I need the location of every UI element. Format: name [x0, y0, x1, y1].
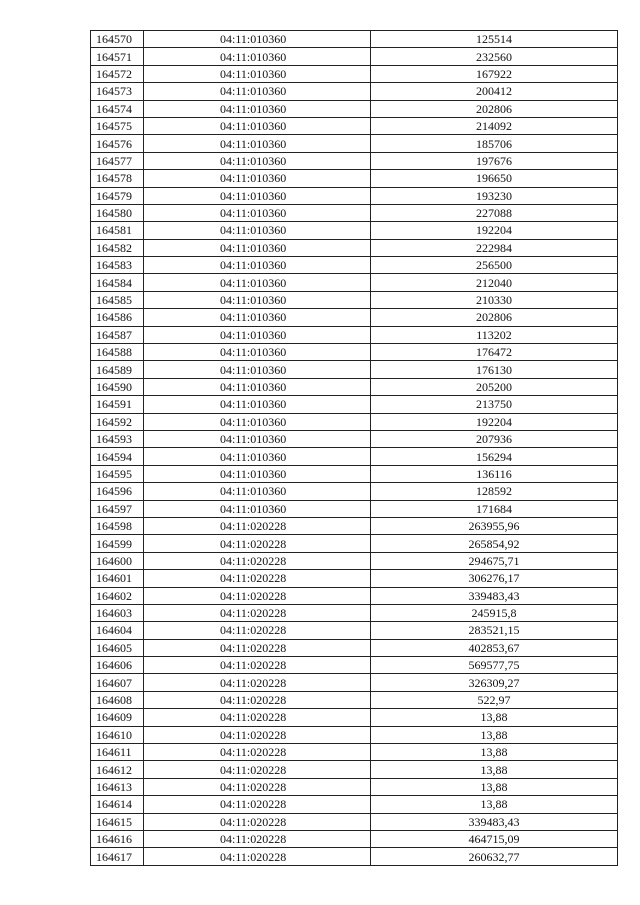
- row-id-cell: 164610: [91, 726, 144, 743]
- value-cell: 136116: [371, 465, 618, 482]
- table-row: [91, 848, 618, 865]
- table-row: [91, 517, 618, 534]
- cadastral-code-cell: 04:11:010360: [144, 430, 371, 447]
- table-row: [91, 65, 618, 82]
- value-cell: 326309,27: [371, 674, 618, 691]
- table-row: [91, 657, 618, 674]
- value-cell: 212040: [371, 274, 618, 291]
- cadastral-code-cell: 04:11:010360: [144, 344, 371, 361]
- row-id-cell: 164596: [91, 483, 144, 500]
- cadastral-code-cell: 04:11:010360: [144, 48, 371, 65]
- value-cell: 522,97: [371, 691, 618, 708]
- cadastral-code-cell: 04:11:010360: [144, 274, 371, 291]
- cadastral-code-cell: 04:11:010360: [144, 152, 371, 169]
- table-row: [91, 187, 618, 204]
- cadastral-code-cell: 04:11:020228: [144, 604, 371, 621]
- value-cell: 213750: [371, 396, 618, 413]
- row-id-cell: 164617: [91, 848, 144, 865]
- cadastral-code-cell: 04:11:020228: [144, 691, 371, 708]
- table-row: [91, 535, 618, 552]
- value-cell: 167922: [371, 65, 618, 82]
- value-cell: 260632,77: [371, 848, 618, 865]
- row-id-cell: 164578: [91, 170, 144, 187]
- cadastral-code-cell: 04:11:020228: [144, 639, 371, 656]
- table-row: [91, 500, 618, 517]
- table-row: [91, 778, 618, 795]
- value-cell: 263955,96: [371, 517, 618, 534]
- table-row: [91, 430, 618, 447]
- table-row: [91, 361, 618, 378]
- value-cell: 256500: [371, 257, 618, 274]
- table-row: [91, 761, 618, 778]
- row-id-cell: 164574: [91, 100, 144, 117]
- cadastral-value-table: [90, 30, 618, 866]
- row-id-cell: 164609: [91, 709, 144, 726]
- table-row: [91, 117, 618, 134]
- table-row: [91, 726, 618, 743]
- row-id-cell: 164601: [91, 570, 144, 587]
- cadastral-code-cell: 04:11:010360: [144, 396, 371, 413]
- cadastral-code-cell: 04:11:010360: [144, 448, 371, 465]
- table-row: [91, 152, 618, 169]
- cadastral-code-cell: 04:11:010360: [144, 361, 371, 378]
- table-row: [91, 274, 618, 291]
- row-id-cell: 164594: [91, 448, 144, 465]
- table-row: [91, 587, 618, 604]
- cadastral-code-cell: 04:11:020228: [144, 796, 371, 813]
- value-cell: 402853,67: [371, 639, 618, 656]
- cadastral-code-cell: 04:11:010360: [144, 500, 371, 517]
- row-id-cell: 164611: [91, 744, 144, 761]
- table-row: [91, 674, 618, 691]
- row-id-cell: 164613: [91, 778, 144, 795]
- row-id-cell: 164593: [91, 430, 144, 447]
- cadastral-code-cell: 04:11:010360: [144, 326, 371, 343]
- table-row: [91, 639, 618, 656]
- row-id-cell: 164584: [91, 274, 144, 291]
- table-row: [91, 604, 618, 621]
- row-id-cell: 164591: [91, 396, 144, 413]
- table-row: [91, 83, 618, 100]
- row-id-cell: 164616: [91, 830, 144, 847]
- cadastral-code-cell: 04:11:020228: [144, 587, 371, 604]
- cadastral-code-cell: 04:11:020228: [144, 709, 371, 726]
- table-row: [91, 622, 618, 639]
- value-cell: 125514: [371, 31, 618, 48]
- cadastral-code-cell: 04:11:020228: [144, 674, 371, 691]
- table-row: [91, 552, 618, 569]
- row-id-cell: 164608: [91, 691, 144, 708]
- cadastral-code-cell: 04:11:010360: [144, 291, 371, 308]
- value-cell: 128592: [371, 483, 618, 500]
- table-row: [91, 570, 618, 587]
- row-id-cell: 164588: [91, 344, 144, 361]
- row-id-cell: 164581: [91, 222, 144, 239]
- value-cell: 464715,09: [371, 830, 618, 847]
- cadastral-code-cell: 04:11:020228: [144, 813, 371, 830]
- row-id-cell: 164589: [91, 361, 144, 378]
- cadastral-code-cell: 04:11:010360: [144, 117, 371, 134]
- value-cell: 339483,43: [371, 587, 618, 604]
- value-cell: 569577,75: [371, 657, 618, 674]
- row-id-cell: 164579: [91, 187, 144, 204]
- value-cell: 196650: [371, 170, 618, 187]
- cadastral-code-cell: 04:11:020228: [144, 848, 371, 865]
- row-id-cell: 164592: [91, 413, 144, 430]
- value-cell: 202806: [371, 100, 618, 117]
- table-row: [91, 222, 618, 239]
- value-cell: 192204: [371, 413, 618, 430]
- table-row: [91, 830, 618, 847]
- cadastral-code-cell: 04:11:020228: [144, 622, 371, 639]
- value-cell: 306276,17: [371, 570, 618, 587]
- cadastral-code-cell: 04:11:020228: [144, 726, 371, 743]
- cadastral-code-cell: 04:11:020228: [144, 517, 371, 534]
- table-row: [91, 170, 618, 187]
- value-cell: 339483,43: [371, 813, 618, 830]
- cadastral-code-cell: 04:11:010360: [144, 187, 371, 204]
- value-cell: 192204: [371, 222, 618, 239]
- table-row: [91, 257, 618, 274]
- row-id-cell: 164582: [91, 239, 144, 256]
- value-cell: 13,88: [371, 796, 618, 813]
- table-row: [91, 31, 618, 48]
- table-row: [91, 413, 618, 430]
- value-cell: 13,88: [371, 709, 618, 726]
- value-cell: 265854,92: [371, 535, 618, 552]
- row-id-cell: 164614: [91, 796, 144, 813]
- table-row: [91, 483, 618, 500]
- value-cell: 210330: [371, 291, 618, 308]
- cadastral-code-cell: 04:11:010360: [144, 204, 371, 221]
- table-row: [91, 344, 618, 361]
- cadastral-code-cell: 04:11:020228: [144, 552, 371, 569]
- table-row: [91, 204, 618, 221]
- table-row: [91, 813, 618, 830]
- row-id-cell: 164595: [91, 465, 144, 482]
- table-row: [91, 744, 618, 761]
- table-row: [91, 239, 618, 256]
- value-cell: 13,88: [371, 726, 618, 743]
- table-row: [91, 396, 618, 413]
- cadastral-code-cell: 04:11:020228: [144, 761, 371, 778]
- row-id-cell: 164612: [91, 761, 144, 778]
- table-row: [91, 326, 618, 343]
- table-row: [91, 100, 618, 117]
- cadastral-code-cell: 04:11:010360: [144, 413, 371, 430]
- row-id-cell: 164606: [91, 657, 144, 674]
- cadastral-code-cell: 04:11:010360: [144, 65, 371, 82]
- row-id-cell: 164576: [91, 135, 144, 152]
- value-cell: 214092: [371, 117, 618, 134]
- row-id-cell: 164605: [91, 639, 144, 656]
- row-id-cell: 164590: [91, 378, 144, 395]
- value-cell: 207936: [371, 430, 618, 447]
- cadastral-code-cell: 04:11:010360: [144, 465, 371, 482]
- value-cell: 13,88: [371, 778, 618, 795]
- cadastral-code-cell: 04:11:010360: [144, 135, 371, 152]
- value-cell: 176130: [371, 361, 618, 378]
- row-id-cell: 164615: [91, 813, 144, 830]
- value-cell: 13,88: [371, 761, 618, 778]
- value-cell: 232560: [371, 48, 618, 65]
- cadastral-code-cell: 04:11:010360: [144, 378, 371, 395]
- cadastral-code-cell: 04:11:020228: [144, 657, 371, 674]
- value-cell: 197676: [371, 152, 618, 169]
- row-id-cell: 164575: [91, 117, 144, 134]
- row-id-cell: 164602: [91, 587, 144, 604]
- value-cell: 202806: [371, 309, 618, 326]
- row-id-cell: 164599: [91, 535, 144, 552]
- cadastral-code-cell: 04:11:010360: [144, 257, 371, 274]
- row-id-cell: 164585: [91, 291, 144, 308]
- cadastral-code-cell: 04:11:020228: [144, 744, 371, 761]
- cadastral-code-cell: 04:11:010360: [144, 239, 371, 256]
- value-cell: 200412: [371, 83, 618, 100]
- row-id-cell: 164603: [91, 604, 144, 621]
- row-id-cell: 164573: [91, 83, 144, 100]
- row-id-cell: 164577: [91, 152, 144, 169]
- row-id-cell: 164600: [91, 552, 144, 569]
- value-cell: 176472: [371, 344, 618, 361]
- row-id-cell: 164570: [91, 31, 144, 48]
- table-body: [91, 31, 618, 866]
- value-cell: 245915,8: [371, 604, 618, 621]
- value-cell: 205200: [371, 378, 618, 395]
- row-id-cell: 164607: [91, 674, 144, 691]
- cadastral-code-cell: 04:11:020228: [144, 535, 371, 552]
- value-cell: 13,88: [371, 744, 618, 761]
- value-cell: 283521,15: [371, 622, 618, 639]
- table-row: [91, 309, 618, 326]
- cadastral-code-cell: 04:11:010360: [144, 222, 371, 239]
- table-row: [91, 378, 618, 395]
- value-cell: 294675,71: [371, 552, 618, 569]
- table-row: [91, 709, 618, 726]
- cadastral-code-cell: 04:11:010360: [144, 31, 371, 48]
- table-row: [91, 465, 618, 482]
- row-id-cell: 164598: [91, 517, 144, 534]
- row-id-cell: 164597: [91, 500, 144, 517]
- table-row: [91, 291, 618, 308]
- table-row: [91, 691, 618, 708]
- row-id-cell: 164571: [91, 48, 144, 65]
- cadastral-code-cell: 04:11:020228: [144, 778, 371, 795]
- row-id-cell: 164580: [91, 204, 144, 221]
- value-cell: 156294: [371, 448, 618, 465]
- value-cell: 113202: [371, 326, 618, 343]
- value-cell: 222984: [371, 239, 618, 256]
- cadastral-code-cell: 04:11:010360: [144, 100, 371, 117]
- value-cell: 185706: [371, 135, 618, 152]
- cadastral-code-cell: 04:11:010360: [144, 170, 371, 187]
- value-cell: 171684: [371, 500, 618, 517]
- table-row: [91, 48, 618, 65]
- table-row: [91, 448, 618, 465]
- cadastral-code-cell: 04:11:020228: [144, 830, 371, 847]
- cadastral-code-cell: 04:11:020228: [144, 570, 371, 587]
- table-row: [91, 135, 618, 152]
- row-id-cell: 164572: [91, 65, 144, 82]
- row-id-cell: 164587: [91, 326, 144, 343]
- value-cell: 227088: [371, 204, 618, 221]
- cadastral-code-cell: 04:11:010360: [144, 309, 371, 326]
- row-id-cell: 164604: [91, 622, 144, 639]
- cadastral-code-cell: 04:11:010360: [144, 483, 371, 500]
- row-id-cell: 164583: [91, 257, 144, 274]
- cadastral-code-cell: 04:11:010360: [144, 83, 371, 100]
- table-row: [91, 796, 618, 813]
- value-cell: 193230: [371, 187, 618, 204]
- row-id-cell: 164586: [91, 309, 144, 326]
